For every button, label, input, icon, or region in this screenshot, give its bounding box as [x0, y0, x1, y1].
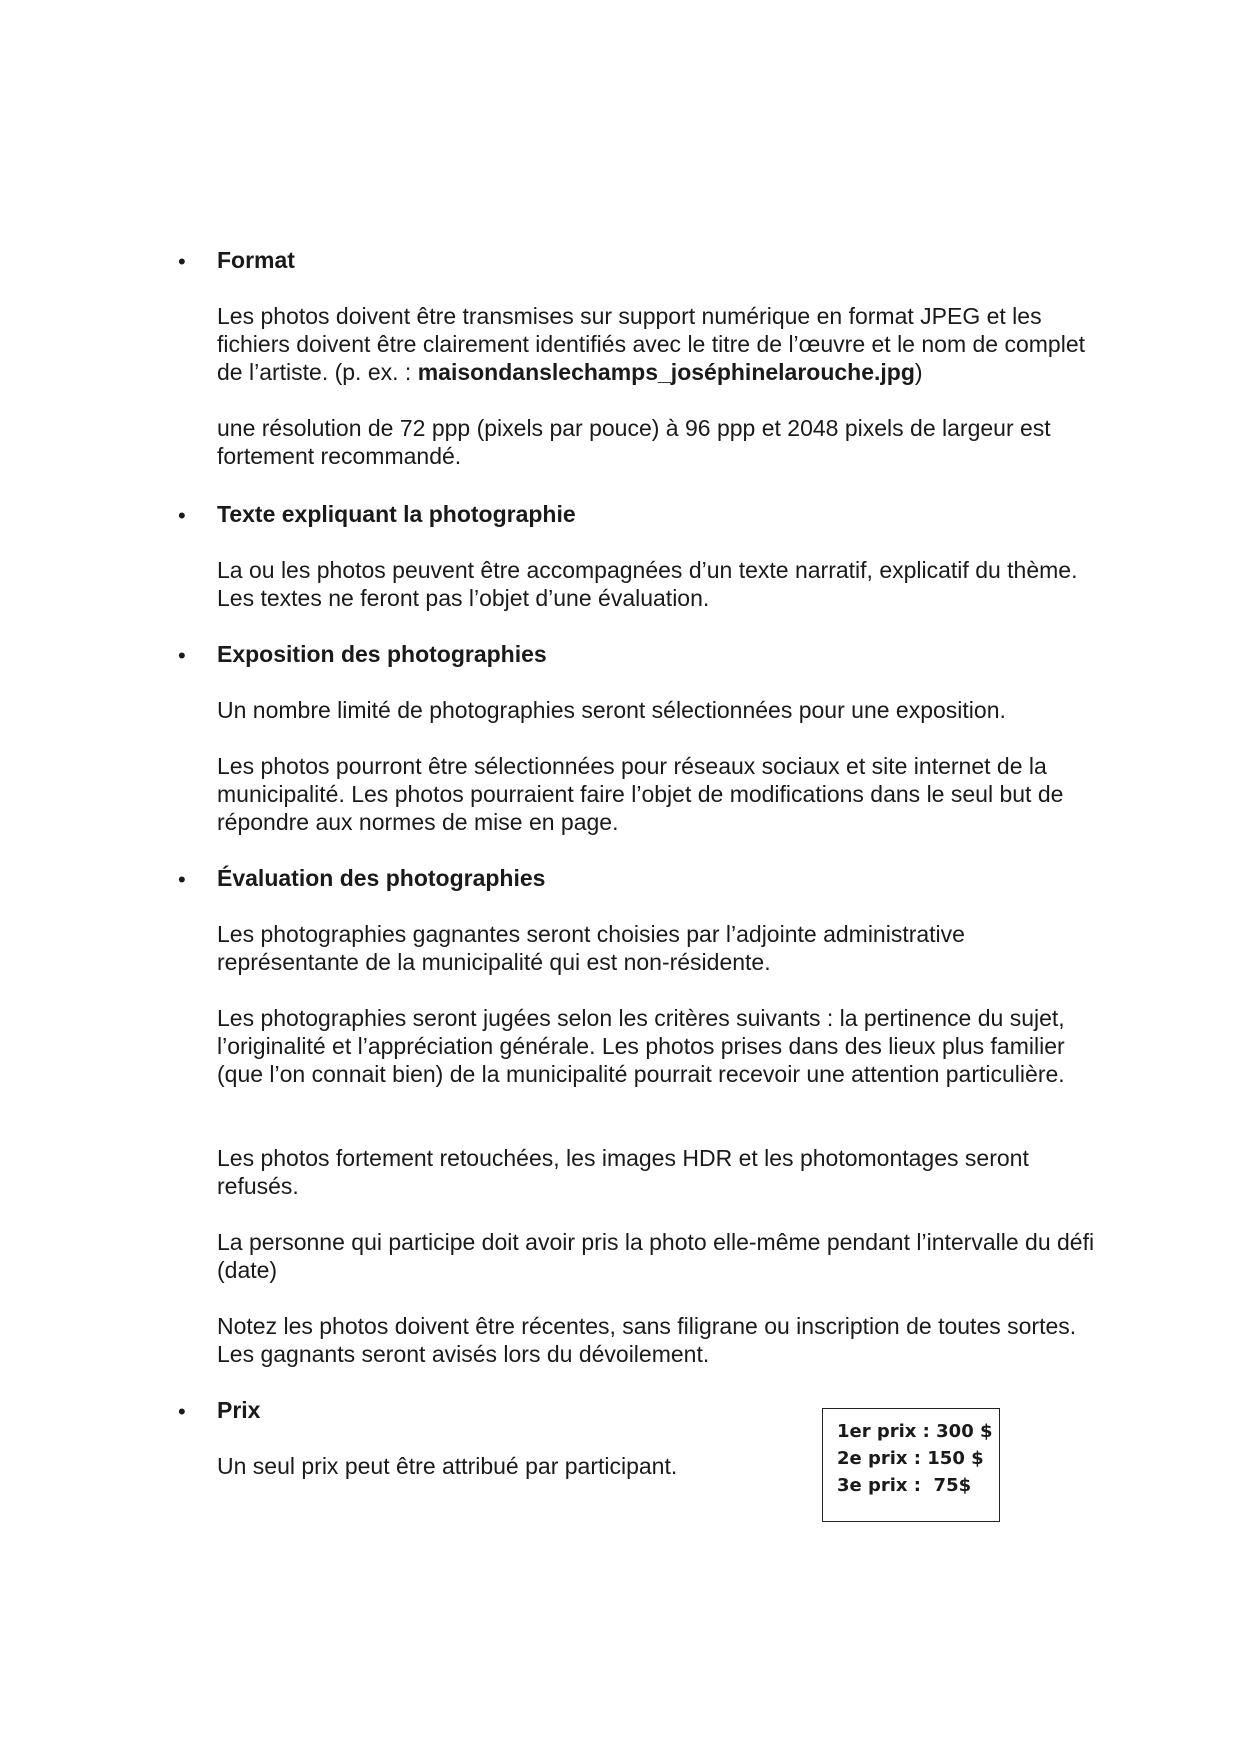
paragraph-text: Les photos doivent être transmises sur support numérique en format JPEG et les fichiers doivent être clairement identifiés avec le titre de l’œuvre et le nom de complet de l’artiste. (p. ex. :	[217, 303, 1086, 385]
section-heading: Évaluation des photographies	[217, 865, 546, 891]
paragraph: une résolution de 72 ppp (pixels par pouce) à 96 ppp et 2048 pixels de largeur est fortement recommandé.	[217, 415, 1051, 469]
paragraph: La personne qui participe doit avoir pris la photo elle-même pendant l’intervalle du défi (date)	[217, 1229, 1095, 1283]
prize-box	[822, 1408, 1000, 1522]
bullet-icon: •	[178, 643, 186, 668]
prize-first: 1er prix : 300 $	[837, 1421, 993, 1442]
section-heading: Exposition des photographies	[217, 641, 547, 667]
paragraph: Un seul prix peut être attribué par participant.	[217, 1453, 678, 1479]
paragraph-text: )	[914, 359, 923, 385]
paragraph: Un nombre limité de photographies seront sélectionnées pour une exposition.	[217, 697, 1006, 723]
prize-third: 3e prix : 75$	[837, 1475, 972, 1496]
paragraph: Les photos fortement retouchées, les images HDR et les photomontages seront refusés.	[217, 1145, 1029, 1199]
paragraph	[217, 302, 1097, 386]
bullet-icon: •	[178, 867, 186, 892]
paragraph: La ou les photos peuvent être accompagnées d’un texte narratif, explicatif du thème. Les textes ne feront pas l’objet d’une évaluation.	[217, 557, 1078, 611]
section-heading: Texte expliquant la photographie	[217, 501, 576, 527]
paragraph: Les photographies gagnantes seront choisies par l’adjointe administrative représentante de la municipalité qui est non-résidente.	[217, 921, 965, 975]
paragraph: Les photographies seront jugées selon les critères suivants : la pertinence du sujet, l’originalité et l’appréciation générale. Les photos prises dans des lieux plus familier (que l’on connait bien) de la municipalité pourrait recevoir une attention particulière.	[217, 1005, 1065, 1087]
bullet-icon: •	[178, 503, 186, 528]
prize-second: 2e prix : 150 $	[837, 1448, 984, 1469]
example-filename: maisondanslechamps_joséphinelarouche.jpg	[417, 359, 915, 385]
paragraph: Notez les photos doivent être récentes, sans filigrane ou inscription de toutes sortes. Les gagnants seront avisés lors du dévoilement.	[217, 1313, 1077, 1367]
bullet-icon: •	[178, 249, 186, 274]
section-heading: Prix	[217, 1397, 261, 1423]
bullet-icon: •	[178, 1399, 186, 1424]
section-heading: Format	[217, 247, 295, 273]
paragraph: Les photos pourront être sélectionnées pour réseaux sociaux et site internet de la municipalité. Les photos pourraient faire l’objet de modifications dans le seul but de répondre aux normes de mise en page.	[217, 753, 1064, 835]
